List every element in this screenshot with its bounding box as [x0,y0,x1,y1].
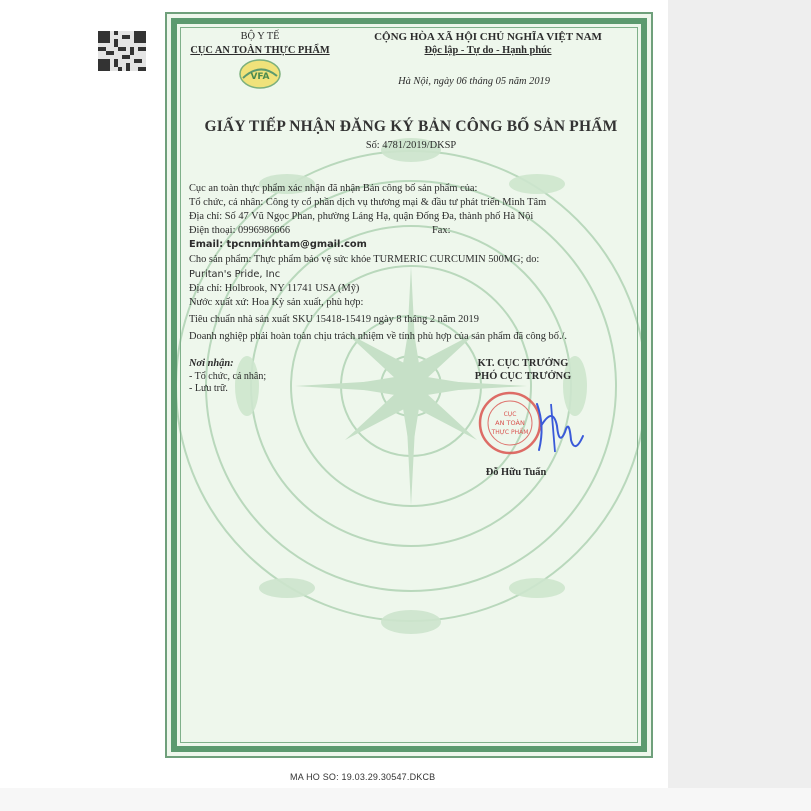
recipients-heading: Nơi nhận: [189,358,234,369]
svg-text:VFA: VFA [250,72,270,82]
responsibility-line: Doanh nghiệp phải hoàn toàn chịu trách nhiệm về tính phù hợp của sản phẩm đã công bố./. [189,331,568,342]
signer-name: Đỗ Hữu Tuấn [485,467,547,478]
fax-line: Fax: [432,225,451,236]
svg-text:AN TOÀN: AN TOÀN [495,419,525,427]
page-side-gutter [668,0,811,811]
product-line: Cho sản phẩm: Thực phẩm bảo vệ sức khỏe TURMERIC CURCUMIN 500MG; do: [189,254,540,265]
intro-text: Cục an toàn thực phẩm xác nhận đã nhận Bản công bố sản phẩm của: [189,183,478,194]
qr-code-icon [98,30,146,72]
svg-text:THỰC PHẨM: THỰC PHẨM [491,429,529,436]
recipient-item: - Lưu trữ. [189,383,228,394]
manufacturer-address: Địa chỉ: Holbrook, NY 11741 USA (Mỹ) [189,283,360,294]
page-bottom-gutter [0,788,811,811]
svg-text:CỤC: CỤC [503,411,517,418]
agency-name: CỤC AN TOÀN THỰC PHẨM [190,45,330,56]
organization-line: Tổ chức, cá nhân: Công ty cổ phần dịch vụ thương mại & đầu tư phát triển Minh Tâm [189,197,547,208]
handwritten-signature [531,396,587,458]
vfa-logo [238,58,282,90]
republic-name: CỘNG HÒA XÃ HỘI CHỦ NGHĨA VIỆT NAM [374,31,602,43]
origin-line: Nước xuất xứ: Hoa Kỳ sản xuất, phù hợp: [189,297,364,308]
certificate [165,12,653,758]
date-line: Hà Nội, ngày 06 tháng 05 năm 2019 [398,76,550,87]
email-line: Email: tpcnminhtam@gmail.com [189,239,367,250]
manufacturer-name: Puritan's Pride, Inc [189,269,281,280]
recipient-item: - Tổ chức, cá nhân; [189,371,267,382]
ministry-name: BỘ Y TẾ [240,31,280,42]
document-number: Số: 4781/2019/DKSP [365,140,457,151]
document-title: GIẤY TIẾP NHẬN ĐĂNG KÝ BẢN CÔNG BỐ SẢN PHẨM [204,118,618,135]
phone-line: Điện thoại: 0996986666 [189,225,291,236]
motto: Độc lập - Tự do - Hạnh phúc [424,45,552,56]
dossier-code: MA HO SO: 19.03.29.30547.DKCB [290,772,436,782]
signer-role-2: PHÓ CỤC TRƯỞNG [474,371,572,382]
standard-line: Tiêu chuẩn nhà sản xuất SKU 15418-15419 ngày 8 tháng 2 năm 2019 [189,314,479,325]
signer-role-1: KT. CỤC TRƯỞNG [477,358,569,369]
address-line: Địa chỉ: Số 47 Vũ Ngọc Phan, phường Láng Hạ, quận Đống Đa, thành phố Hà Nội [189,211,534,222]
